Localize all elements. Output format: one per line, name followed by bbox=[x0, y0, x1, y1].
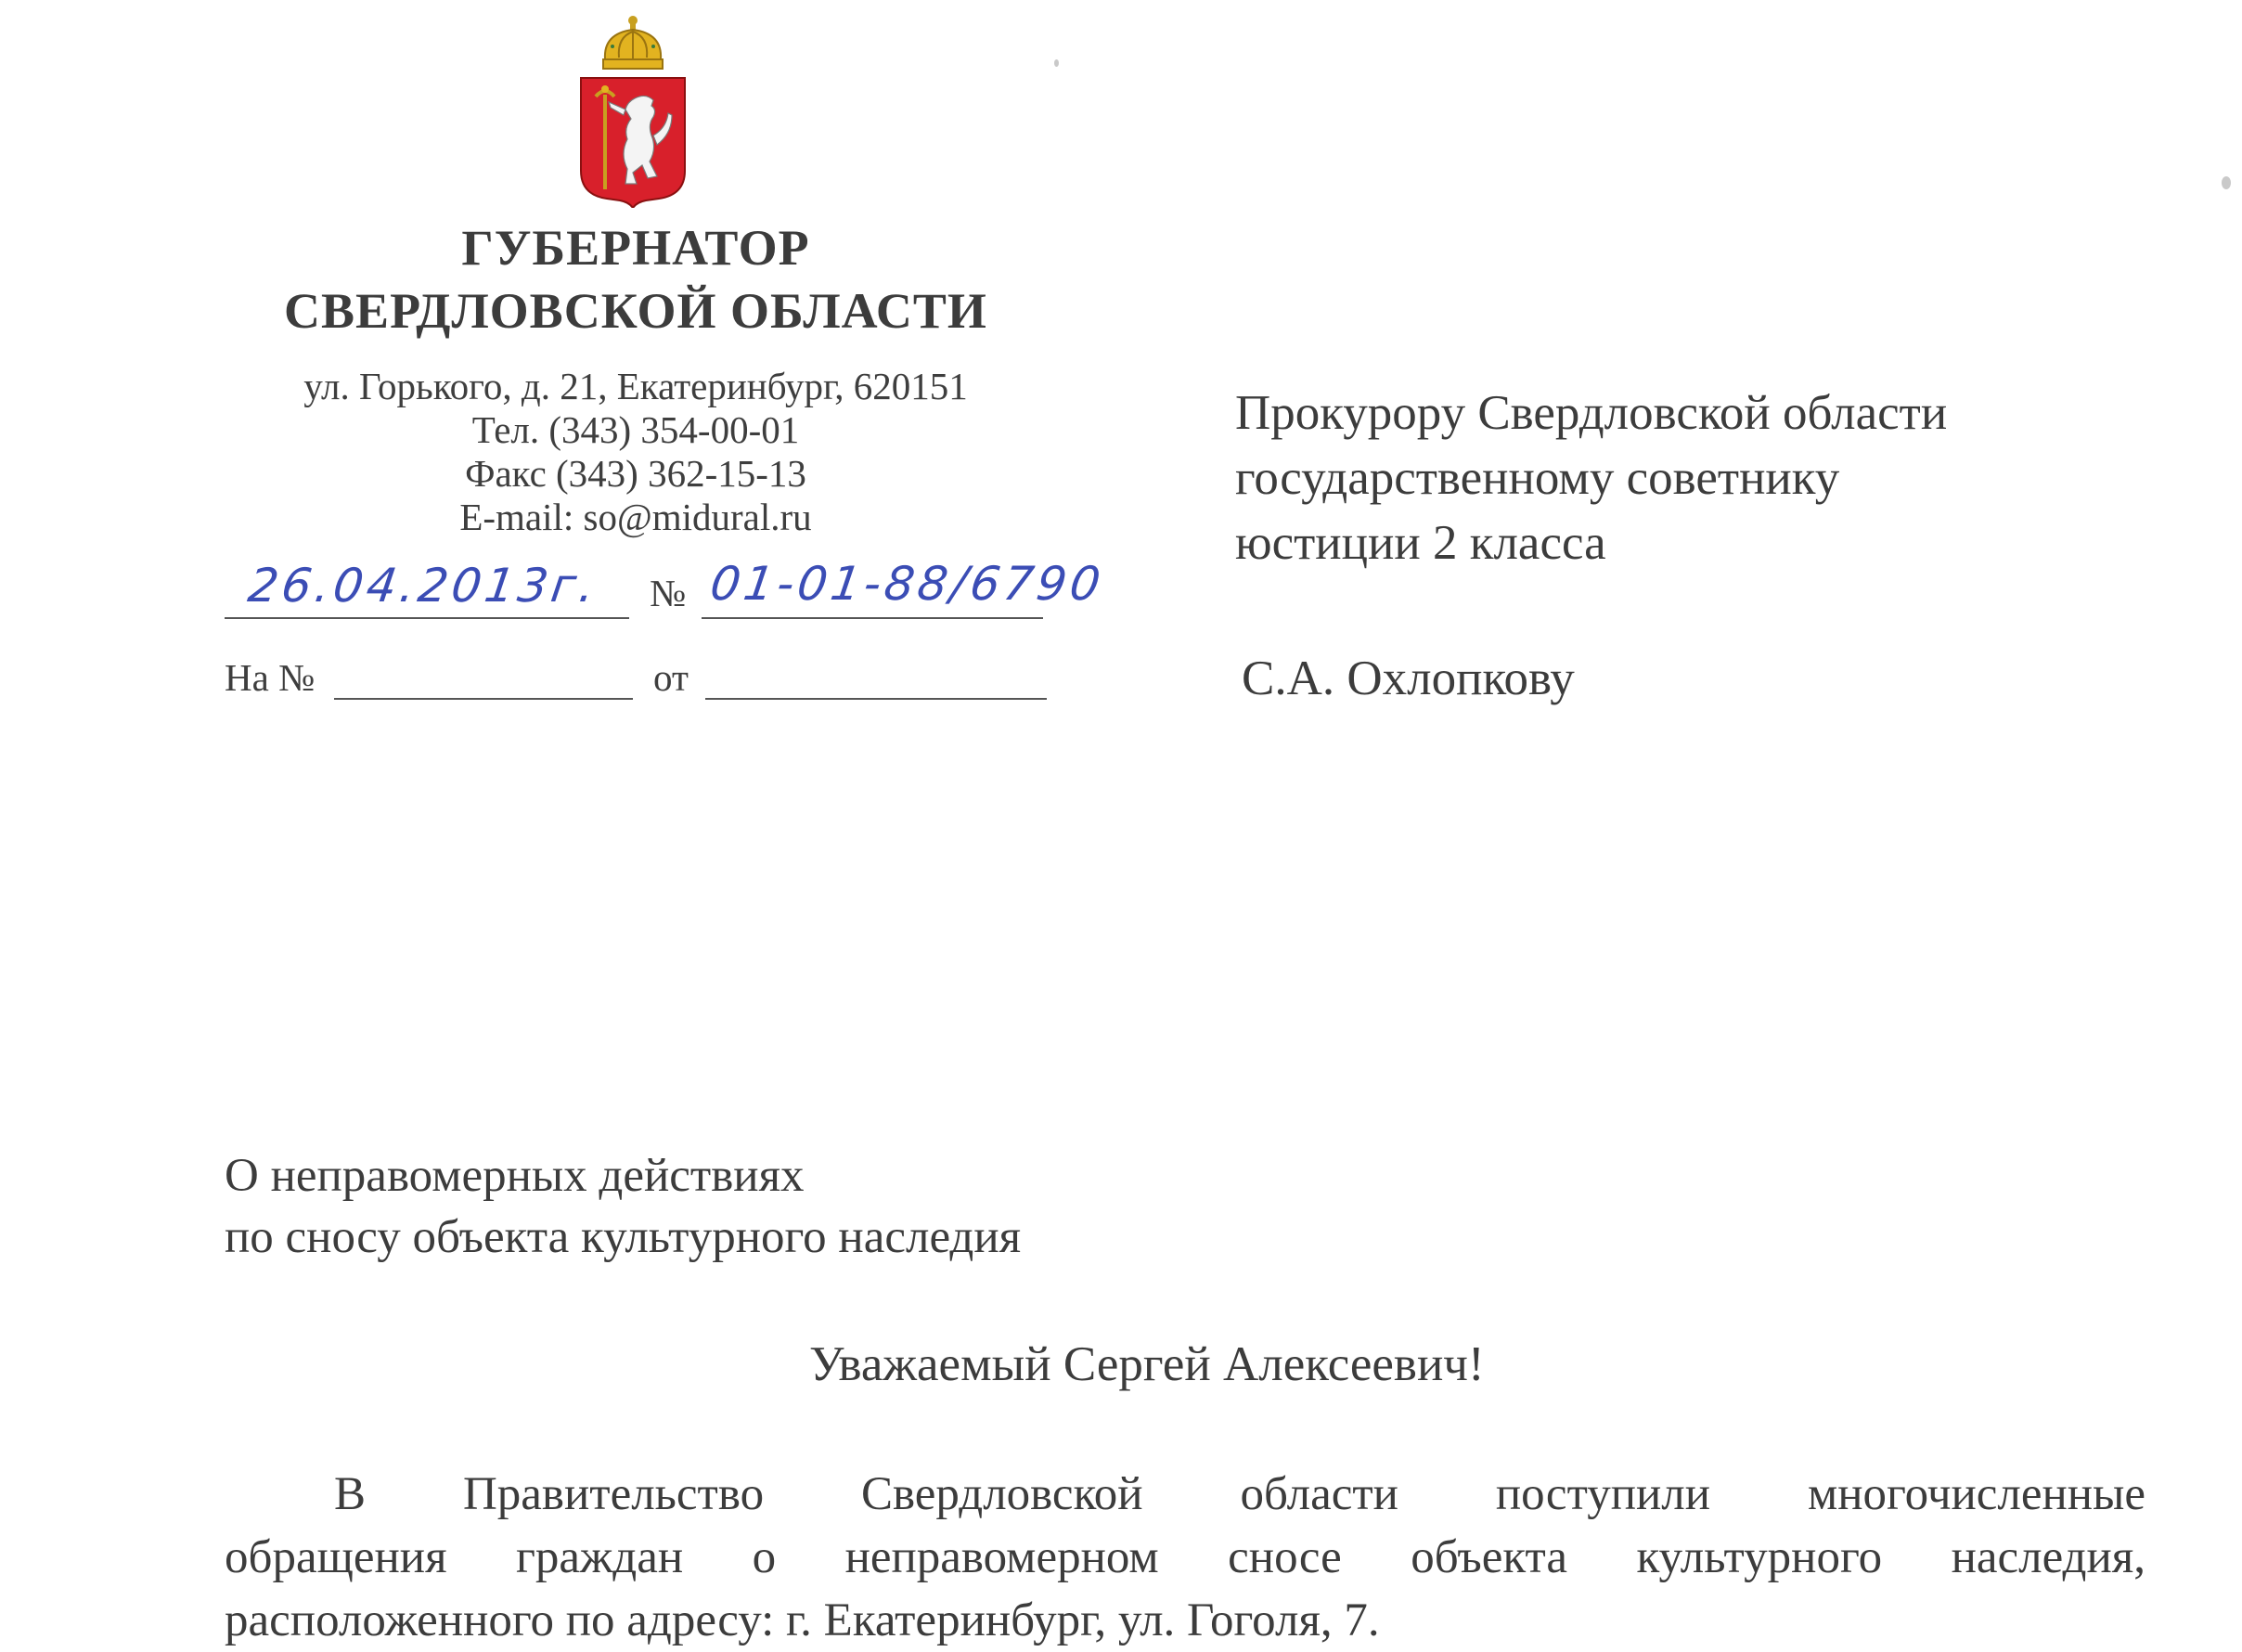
org-fax: Факс (343) 362-15-13 bbox=[465, 452, 806, 495]
addressee-line3: юстиции 2 класса bbox=[1235, 516, 1606, 570]
salutation: Уважаемый Сергей Алексеевич! bbox=[809, 1337, 1485, 1391]
date-underline bbox=[225, 617, 629, 619]
subject-line1: О неправомерных действиях bbox=[225, 1150, 805, 1202]
number-underline bbox=[702, 617, 1043, 619]
scan-speck bbox=[2222, 176, 2231, 189]
org-phone: Тел. (343) 354-00-01 bbox=[471, 408, 800, 451]
crown-icon bbox=[603, 16, 663, 69]
body-line: расположенного по адресу: г. Екатеринбург, ул. Гоголя, 7. bbox=[225, 1594, 1380, 1646]
number-sign-label: № bbox=[650, 572, 687, 614]
addressee-name: С.А. Охлопкову bbox=[1242, 652, 1575, 705]
addressee-line1: Прокурору Свердловской области bbox=[1235, 386, 1948, 440]
handwritten-number: 01-01-88/6790 bbox=[706, 557, 1108, 611]
subject-line2: по сносу объекта культурного наследия bbox=[225, 1211, 1022, 1263]
coat-of-arms-emblem bbox=[568, 13, 698, 208]
scan-speck bbox=[1054, 59, 1059, 67]
handwritten-date: 26.04.2013г. bbox=[244, 559, 602, 613]
body-paragraph bbox=[225, 1463, 2145, 1652]
addressee-line2: государственному советнику bbox=[1235, 451, 1840, 505]
org-title-line2: СВЕРДЛОВСКОЙ ОБЛАСТИ bbox=[284, 283, 987, 339]
reply-from-underline bbox=[705, 698, 1047, 700]
reply-number-label: На № bbox=[225, 656, 316, 699]
body-line: обращения граждан о неправомерном сносе объекта культурного наследия, bbox=[225, 1531, 2145, 1583]
body-line: В Правительство Свердловской области поступили многочисленные bbox=[334, 1468, 2145, 1520]
reply-from-label: от bbox=[653, 656, 689, 699]
org-address: ул. Горького, д. 21, Екатеринбург, 620151 bbox=[303, 365, 968, 407]
org-email: E-mail: so@midural.ru bbox=[459, 496, 812, 538]
reply-number-underline bbox=[334, 698, 633, 700]
org-title-line1: ГУБЕРНАТОР bbox=[461, 220, 810, 276]
